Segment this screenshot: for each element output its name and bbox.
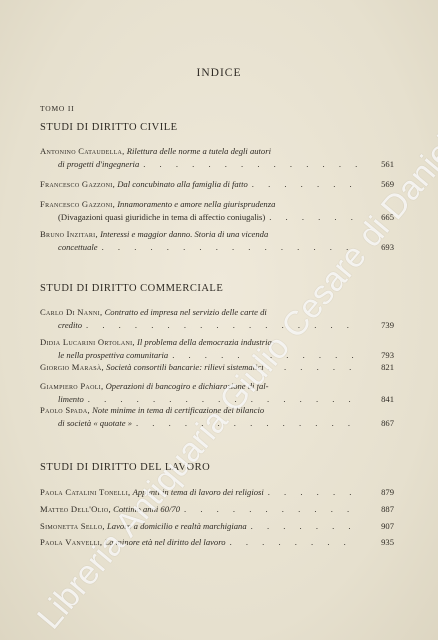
leader-dots [248, 178, 360, 191]
entry-title: Appunti in tema di lavoro dei religiosi [132, 487, 264, 497]
entry-title: Il problema della democrazia industria- [137, 337, 275, 347]
entry-title-cont: le nella prospettiva comunitaria [58, 350, 169, 360]
entry-page: 569 [381, 179, 394, 189]
entry-page: 739 [381, 320, 394, 330]
entry-page: 561 [381, 159, 394, 169]
entry-page: 887 [381, 504, 394, 514]
entry-author: Carlo Di Nanni, [40, 307, 103, 317]
entry-title-cont: di progetti d'ingegneria [58, 159, 140, 169]
leader-dots [82, 319, 360, 332]
entry-title: Dal concubinato alla famiglia di fatto [117, 179, 248, 189]
leader-dots [98, 241, 360, 254]
entry-author: Giorgio Marasà, [40, 362, 104, 372]
entry-title: Lavoro a domicilio e realtà marchigiana [107, 521, 247, 531]
entry-author: Simonetta Sello, [40, 521, 105, 531]
entry-page: 693 [381, 242, 394, 252]
entry-title-cont: limento [58, 394, 84, 404]
entry-title-cont: credito [58, 320, 83, 330]
entry-author: Paolo Spada, [40, 405, 90, 415]
toc-entry [40, 536, 394, 549]
entry-title: Note minime in tema di certificazione del bilancio [92, 405, 265, 415]
toc-entry [40, 520, 394, 533]
entry-page: 935 [381, 537, 394, 547]
entry-page: 665 [381, 212, 394, 222]
entry-title: Cottimo anni 60/70 [113, 504, 181, 514]
section-heading-commerciale: STUDI DI DIRITTO COMMERCIALE [40, 283, 224, 294]
entry-author: Paola Catalini Tonelli, [40, 487, 131, 497]
entry-page: 821 [381, 362, 394, 372]
toc-entry [40, 404, 394, 430]
toc-entry [40, 178, 394, 191]
entry-author: Didia Lucarini Ortolani, [40, 337, 135, 347]
toc-entry [40, 228, 394, 254]
entry-title: Società consortili bancarie: rilievi sistematici [106, 362, 264, 372]
entry-page: 907 [381, 521, 394, 531]
index-title: INDICE [196, 67, 242, 79]
entry-title: Innamoramento e amore nella giurisprudenza [117, 199, 276, 209]
entry-author: Giampiero Paoli, [40, 381, 104, 391]
toc-entry [40, 361, 394, 374]
entry-title: La minore età nel diritto del lavoro [104, 537, 226, 547]
entry-title-cont: di società « quotate » [58, 418, 132, 428]
entry-title: Contratto ed impresa nel servizio delle carte di [104, 307, 267, 317]
toc-entry [40, 486, 394, 499]
volume-label: TOMO II [40, 104, 75, 113]
entry-author: Matteo Dell'Olio, [40, 504, 111, 514]
leader-dots [264, 361, 360, 374]
leader-dots [226, 536, 360, 549]
leader-dots [132, 417, 360, 430]
entry-title-cont: concettuale [58, 242, 98, 252]
entry-page: 841 [381, 394, 394, 404]
entry-author: Paola Vanvelli, [40, 537, 103, 547]
section-heading-civile: STUDI DI DIRITTO CIVILE [40, 122, 178, 133]
toc-entry [40, 336, 394, 362]
leader-dots [139, 158, 360, 171]
toc-entry [40, 145, 394, 171]
leader-dots [180, 503, 360, 516]
entry-title-cont: (Divagazioni quasi giuridiche in tema di affectio coniugalis) [58, 212, 266, 222]
toc-entry [40, 503, 394, 516]
entry-title: Rilettura delle norme a tutela degli autori [126, 146, 271, 156]
entry-author: Antonino Cataudella, [40, 146, 125, 156]
entry-page: 879 [381, 487, 394, 497]
entry-author: Francesco Gazzoni, [40, 179, 116, 189]
entry-title: Interessi e maggior danno. Storia di una vicenda [100, 229, 269, 239]
entry-author: Francesco Gazzoni, [40, 199, 116, 209]
leader-dots [264, 486, 360, 499]
entry-author: Bruno Inzitari, [40, 229, 98, 239]
entry-title: Operazioni di bancogiro e dichiarazione di fal- [105, 381, 269, 391]
leader-dots [265, 211, 360, 224]
entry-page: 867 [381, 418, 394, 428]
entry-page: 793 [381, 350, 394, 360]
toc-entry [40, 380, 394, 406]
toc-entry [40, 198, 394, 224]
section-heading-lavoro: STUDI DI DIRITTO DEL LAVORO [40, 462, 211, 473]
toc-entry [40, 306, 394, 332]
leader-dots [247, 520, 360, 533]
